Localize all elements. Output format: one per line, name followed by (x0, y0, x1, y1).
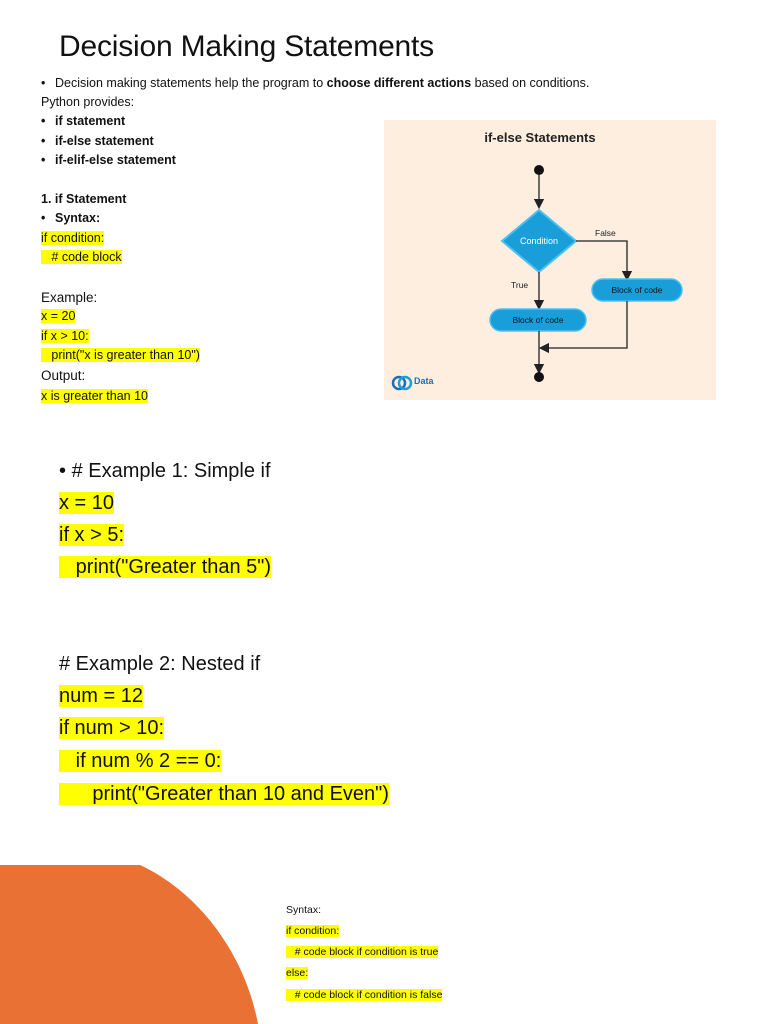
list-item: • if-elif-else statement (41, 153, 176, 167)
condition-label: Condition (519, 236, 559, 246)
code-line: x = 20 (41, 309, 76, 323)
list-item: • if-else statement (41, 134, 154, 148)
list-item: • if statement (41, 114, 126, 128)
code-line: num = 12 (59, 685, 143, 707)
example2-heading: # Example 2: Nested if (59, 653, 261, 675)
example-label: Example: (41, 290, 98, 305)
code-line: if num > 10: (59, 717, 165, 739)
code-line: # code block if condition is false (286, 989, 443, 1001)
decorative-orange-shape (0, 865, 260, 1024)
page-title: Decision Making Statements (59, 30, 434, 63)
end-node (534, 372, 544, 382)
if-heading: 1. if Statement (41, 192, 127, 206)
false-arrow (576, 241, 627, 276)
code-line: if x > 10: (41, 329, 89, 343)
intro-text-before: Decision making statements help the program to (55, 76, 327, 90)
output-line: x is greater than 10 (41, 389, 149, 403)
true-label: True (511, 280, 529, 290)
code-line: print("Greater than 5") (59, 556, 272, 578)
diagram-title: if-else Statements (484, 130, 596, 145)
syntax-label: • Syntax: (41, 211, 101, 225)
if-else-flowchart (384, 120, 716, 400)
block-right-label: Block of code (611, 285, 663, 295)
code-line: # code block if condition is true (286, 946, 439, 958)
intro-text-after: based on conditions. (471, 76, 590, 90)
intro-line (41, 74, 589, 94)
ifelse-syntax-label: Syntax: (286, 904, 322, 916)
block-left-label: Block of code (512, 315, 564, 325)
code-line: x = 10 (59, 492, 115, 514)
code-line: if x > 5: (59, 524, 125, 546)
flowchart-svg (384, 120, 716, 400)
bullet: • (59, 460, 72, 482)
code-line: if condition: (41, 231, 105, 245)
code-line: else: (286, 967, 309, 979)
code-line: if condition: (286, 925, 340, 937)
start-node (534, 165, 544, 175)
output-label: Output: (41, 368, 86, 383)
false-label: False (595, 228, 616, 238)
code-line: print("x is greater than 10") (41, 348, 200, 362)
code-line: if num % 2 == 0: (59, 750, 222, 772)
code-line: print("Greater than 10 and Even") (59, 783, 389, 805)
bullet: • (41, 76, 46, 90)
data-logo-icon (393, 377, 411, 389)
intro-text-bold: choose different actions (326, 76, 472, 90)
logo-text: Data (414, 376, 434, 386)
code-line: # code block (41, 250, 122, 264)
example1-heading: • # Example 1: Simple if (59, 460, 271, 482)
python-provides: Python provides: (41, 95, 135, 109)
